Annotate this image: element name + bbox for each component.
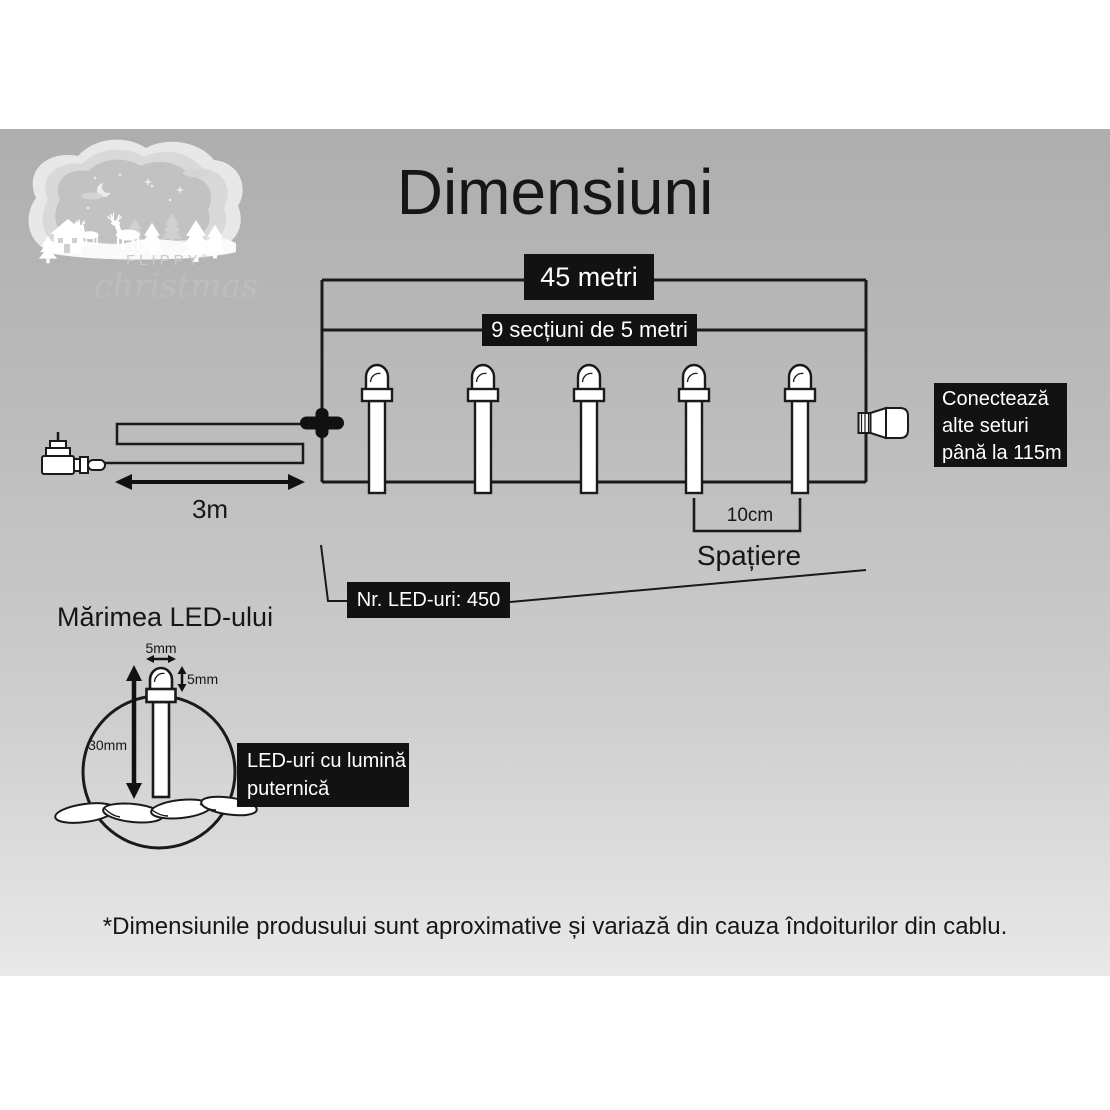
annotation-line-right	[510, 570, 866, 602]
spacing-value-label: 10cm	[726, 505, 774, 526]
led-note-line1: LED-uri cu lumină	[247, 750, 406, 772]
logo-script-text: christmas	[94, 266, 259, 305]
registered-mark: ®	[201, 254, 207, 261]
connector-socket	[859, 408, 909, 438]
led-bulb	[679, 365, 709, 493]
lead-length-label: 3m	[191, 494, 229, 524]
width-arrow	[146, 655, 176, 663]
led-height-label: 5mm	[187, 671, 219, 687]
connect-note-line1: Conectează	[942, 388, 1049, 410]
connect-note-badge	[934, 383, 1067, 467]
connect-note-line2: alte seturi	[942, 415, 1029, 437]
led-note-badge	[237, 743, 409, 807]
disclaimer-text: *Dimensiunile produsului sunt aproximative și variază din cauza îndoiturilor din cablu.	[102, 913, 1008, 940]
lead-zigzag-wire	[105, 424, 322, 463]
led-note-line2: puternică	[247, 778, 330, 800]
led-size-title: Mărimea LED-ului	[57, 602, 274, 632]
spacing-label: Spațiere	[696, 540, 802, 571]
sections-badge: 9 secțiuni de 5 metri	[482, 314, 697, 346]
led-bulb	[468, 365, 498, 493]
annotation-line-left	[321, 545, 347, 601]
led-length-label: 30mm	[88, 737, 127, 753]
page-title: Dimensiuni	[396, 156, 714, 228]
led-bulb	[362, 365, 392, 493]
led-bulb	[785, 365, 815, 493]
twisted-wire	[54, 794, 258, 826]
led-count-badge: Nr. LED-uri: 450	[347, 582, 510, 618]
logo-brand-text: FLIPPY®	[126, 252, 207, 269]
big-led-bulb	[147, 668, 176, 797]
power-plug	[42, 432, 105, 474]
cross-connector-icon	[300, 408, 344, 438]
total-length-badge: 45 metri	[524, 254, 654, 300]
led-bulb	[574, 365, 604, 493]
length-arrow-3m	[115, 474, 305, 490]
length-arrow-30mm	[126, 665, 142, 799]
led-width-label: 5mm	[145, 640, 177, 656]
height-arrow	[178, 666, 187, 692]
connect-note-line3: până la 115m	[942, 442, 1062, 464]
led-string	[362, 365, 815, 493]
